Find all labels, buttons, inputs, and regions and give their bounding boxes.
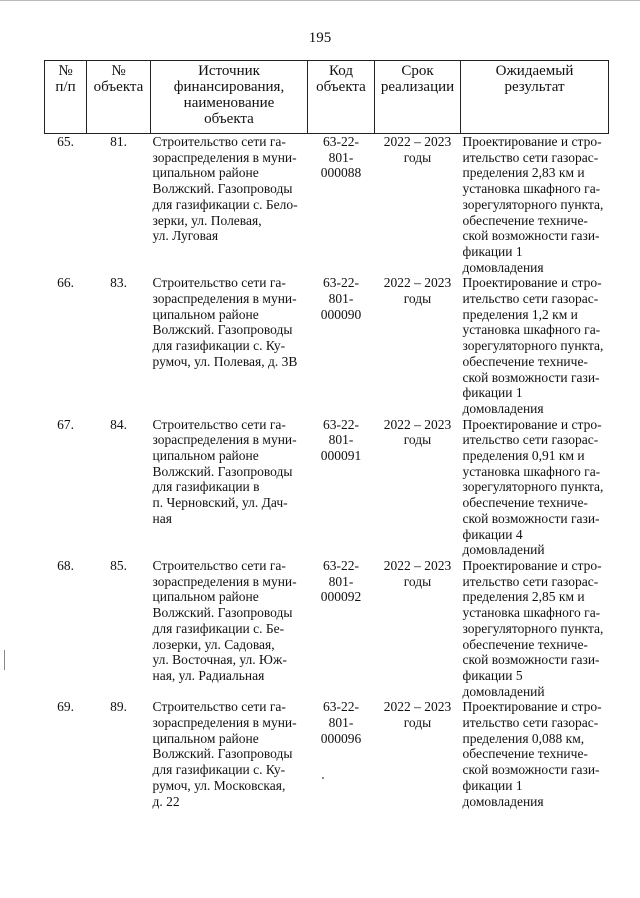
table-row	[45, 699, 609, 833]
cell-num: 66.	[57, 275, 74, 291]
cell-result: Проектирование и стро- ительство сети газорас- пределения 2,85 км и установка шкафного га- зорегуляторного пункта, обеспечение техниче- ской возможности гази- фикации 5 домовладений	[462, 557, 604, 699]
cell-result: Проектирование и стро- ительство сети газорас- пределения 2,83 км и установка шкафного га- зорегуляторного пункта, обеспечение техниче- ской возможности гази- фикации 1 домовладения	[462, 134, 604, 275]
cell-result: Проектирование и стро- ительство сети газорас- пределения 1,2 км и установка шкафного га- зорегуляторного пункта, обеспечение техниче- ской возможности гази- фикации 1 домовладения	[462, 275, 604, 416]
table-header-row	[45, 61, 609, 134]
cell-term: 2022 – 2023 годы	[383, 275, 452, 307]
scan-top-edge	[0, 0, 640, 3]
cell-term: 2022 – 2023 годы	[383, 699, 452, 731]
cell-object-number: 81.	[110, 134, 127, 149]
header-result: Ожидаемый результат	[461, 61, 609, 134]
cell-code: 63-22- 801- 000090	[320, 275, 362, 322]
page-number: 195	[308, 30, 332, 46]
table-row	[45, 417, 609, 558]
cell-code: 63-22- 801- 000091	[320, 416, 362, 464]
cell-result: Проектирование и стро- ительство сети газорас- пределения 0,91 км и установка шкафного га- зорегуляторного пункта, обеспечение техниче- ской возможности гази- фикации 4 домовладений	[462, 416, 604, 558]
scan-margin-mark	[4, 650, 5, 670]
cell-term: 2022 – 2023 годы	[383, 416, 452, 448]
cell-code: 63-22- 801- 000088	[320, 134, 362, 181]
header-code: Код объекта	[308, 61, 375, 134]
cell-num: 65.	[57, 134, 74, 149]
cell-object-number: 83.	[110, 275, 127, 291]
scan-speck	[322, 777, 324, 779]
header-term: Срок реализации	[375, 61, 461, 134]
cell-code: 63-22- 801- 000096	[320, 699, 362, 746]
table-row	[45, 275, 609, 416]
cell-source: Строительство сети га- зораспределения в муни- ципальном районе Волжский. Газопроводы для газификации с. Бело- зерки, ул. Полевая, ул. Луговая	[152, 134, 298, 244]
header-object-number: № объекта	[87, 61, 151, 134]
cell-source: Строительство сети га- зораспределения в муни- ципальном районе Волжский. Газопроводы для газификации с. Ку- румоч, ул. Полевая, д. 3В	[152, 275, 298, 369]
cell-object-number: 85.	[110, 557, 127, 573]
cell-object-number: 84.	[110, 416, 127, 432]
header-num: № п/п	[45, 61, 87, 134]
cell-num: 69.	[57, 699, 74, 715]
cell-source: Строительство сети га- зораспределения в муни- ципальном районе Волжский. Газопроводы для газификации в п. Черновский, ул. Дач- ная	[152, 416, 297, 526]
cell-result: Проектирование и стро- ительство сети газорас- пределения 0,088 км, обеспечение техниче- ской возможности гази- фикации 1 домовладения	[462, 699, 602, 809]
cell-source: Строительство сети га- зораспределения в муни- ципальном районе Волжский. Газопроводы для газификации с. Бе- лозерки, ул. Садовая, ул. Восточная, ул. Юж- ная, ул. Радиальная	[152, 557, 297, 683]
cell-object-number: 89.	[110, 699, 127, 715]
cell-term: 2022 – 2023 годы	[383, 134, 452, 165]
cell-num: 68.	[57, 557, 74, 573]
header-source: Источник финансирования, наименование объекта	[151, 61, 308, 134]
cell-source: Строительство сети га- зораспределения в муни- ципальном районе Волжский. Газопроводы для газификации с. Ку- румоч, ул. Московская, д. 22	[152, 699, 297, 809]
table-row	[45, 558, 609, 699]
cell-code: 63-22- 801- 000092	[320, 557, 362, 605]
investment-table	[44, 60, 609, 833]
cell-term: 2022 – 2023 годы	[383, 557, 452, 589]
cell-num: 67.	[57, 416, 74, 432]
table-row	[45, 134, 609, 276]
